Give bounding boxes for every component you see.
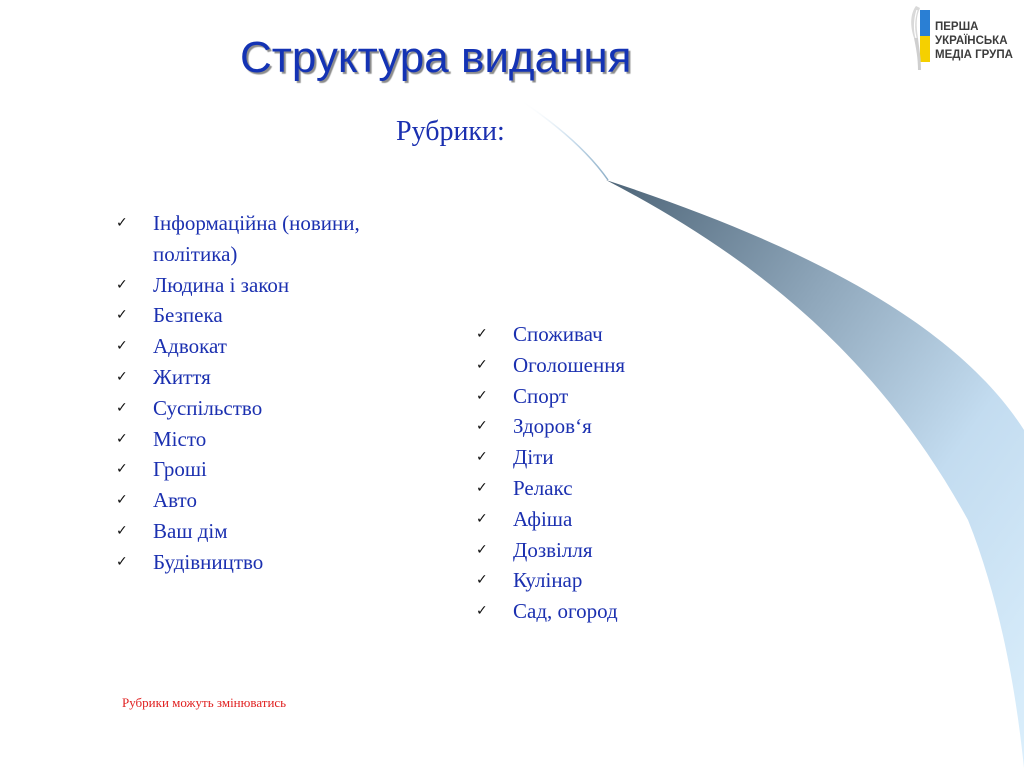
list-item bbox=[116, 331, 416, 362]
checkmark-icon: ✓ bbox=[476, 541, 488, 558]
checkmark-icon: ✓ bbox=[116, 430, 128, 447]
rubric-label: Інформаційна (новини, політика) bbox=[153, 211, 360, 266]
rubrics-list-right bbox=[476, 319, 736, 627]
logo-line: МЕДІА ГРУПА bbox=[935, 49, 1013, 61]
rubric-label: Дозвілля bbox=[513, 537, 593, 562]
rubric-label: Будівництво bbox=[153, 549, 264, 574]
list-item bbox=[116, 516, 416, 547]
list-item bbox=[476, 381, 736, 412]
rubric-label: Споживач bbox=[513, 322, 603, 346]
list-item bbox=[116, 485, 416, 516]
rubric-label: Релакс bbox=[513, 475, 573, 500]
checkmark-icon: ✓ bbox=[116, 215, 128, 231]
rubric-label: Життя bbox=[153, 364, 211, 389]
slide-title: Структура видання bbox=[240, 33, 632, 82]
rubric-label: Діти bbox=[513, 445, 554, 470]
list-item bbox=[116, 424, 416, 455]
rubric-label: Місто bbox=[153, 426, 207, 451]
logo-line: УКРАЇНСЬКА bbox=[935, 35, 1008, 47]
checkmark-icon: ✓ bbox=[476, 387, 488, 404]
list-item bbox=[476, 411, 736, 442]
logo-line: ПЕРША bbox=[935, 21, 979, 33]
checkmark-icon: ✓ bbox=[116, 522, 128, 539]
footnote: Рубрики можуть змінюватись bbox=[122, 695, 287, 710]
rubric-label: Оголошення bbox=[513, 352, 626, 377]
list-item bbox=[476, 319, 736, 350]
list-item bbox=[116, 208, 416, 270]
list-item bbox=[116, 393, 416, 424]
checkmark-icon: ✓ bbox=[116, 492, 128, 509]
logo-text bbox=[935, 20, 1013, 62]
list-item bbox=[476, 596, 736, 627]
checkmark-icon: ✓ bbox=[476, 326, 488, 342]
checkmark-icon: ✓ bbox=[116, 368, 128, 385]
list-item bbox=[476, 350, 736, 381]
list-item bbox=[116, 270, 416, 301]
rubric-label: Кулінар bbox=[513, 568, 583, 593]
checkmark-icon: ✓ bbox=[476, 418, 488, 435]
flag-feather-icon bbox=[908, 4, 932, 72]
checkmark-icon: ✓ bbox=[476, 572, 488, 589]
list-item bbox=[476, 442, 736, 473]
checkmark-icon: ✓ bbox=[116, 276, 128, 293]
list-item bbox=[476, 565, 736, 596]
rubric-label: Здоров‘я bbox=[513, 414, 592, 439]
rubric-label: Спорт bbox=[513, 383, 569, 408]
checkmark-icon: ✓ bbox=[476, 479, 488, 496]
list-item bbox=[116, 547, 416, 578]
list-item bbox=[116, 454, 416, 485]
rubric-label: Адвокат bbox=[153, 334, 227, 359]
rubric-label: Гроші bbox=[153, 457, 207, 482]
checkmark-icon: ✓ bbox=[476, 449, 488, 466]
rubric-label: Безпека bbox=[153, 303, 223, 328]
list-item bbox=[476, 473, 736, 504]
checkmark-icon: ✓ bbox=[476, 356, 488, 373]
checkmark-icon: ✓ bbox=[116, 307, 128, 324]
slide-subtitle: Рубрики: bbox=[396, 116, 505, 147]
checkmark-icon: ✓ bbox=[116, 461, 128, 478]
company-logo bbox=[908, 4, 1024, 72]
list-item bbox=[116, 300, 416, 331]
checkmark-icon: ✓ bbox=[116, 553, 128, 570]
rubric-label: Афіша bbox=[513, 506, 573, 531]
list-item bbox=[116, 362, 416, 393]
rubric-label: Сад, огород bbox=[513, 599, 618, 624]
rubric-label: Авто bbox=[153, 488, 197, 513]
checkmark-icon: ✓ bbox=[116, 338, 128, 355]
list-item bbox=[476, 504, 736, 535]
rubric-label: Людина і закон bbox=[153, 272, 290, 297]
checkmark-icon: ✓ bbox=[476, 510, 488, 527]
checkmark-icon: ✓ bbox=[116, 399, 128, 416]
rubric-label: Ваш дім bbox=[153, 518, 228, 543]
rubric-label: Суспільство bbox=[153, 395, 263, 420]
rubrics-list-left bbox=[116, 208, 416, 578]
list-item bbox=[476, 535, 736, 566]
checkmark-icon: ✓ bbox=[476, 603, 488, 620]
